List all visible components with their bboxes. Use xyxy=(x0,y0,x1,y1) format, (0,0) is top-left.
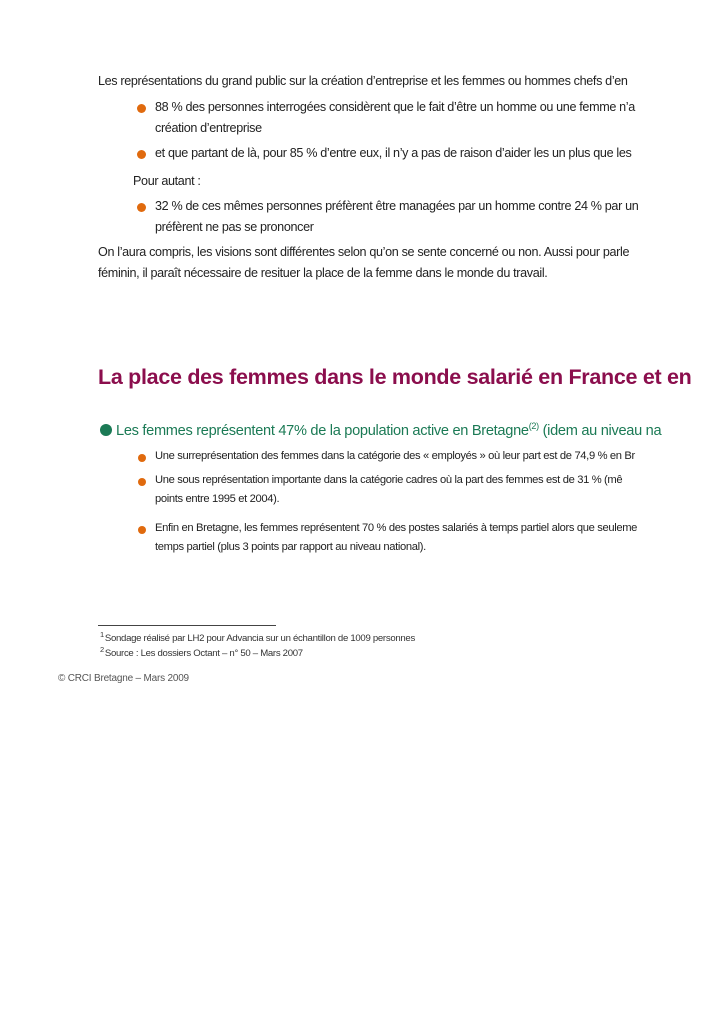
bullet-icon xyxy=(138,478,146,486)
conclusion-paragraph-continued: féminin, il paraît nécessaire de resituer la place de la femme dans le monde du travail. xyxy=(98,266,548,280)
bullet-text: 32 % de ces mêmes personnes préfèrent être managées par un homme contre 24 % par un xyxy=(155,199,639,213)
bullet-text-continued: préfèrent ne pas se prononcer xyxy=(155,220,314,234)
bullet-text-continued: création d’entreprise xyxy=(155,121,262,135)
bullet-text: et que partant de là, pour 85 % d’entre eux, il n’y a pas de raison d’aider les un plus que les xyxy=(155,146,632,160)
footnote-2 xyxy=(100,645,303,659)
bullet-icon xyxy=(137,104,146,113)
bullet-icon xyxy=(137,150,146,159)
bullet-icon xyxy=(138,454,146,462)
footnote-divider xyxy=(98,625,276,626)
conclusion-paragraph: On l’aura compris, les visions sont différentes selon qu’on se sente concerné ou non. Aussi pour parle xyxy=(98,245,630,259)
footnote-text: Source : Les dossiers Octant – n° 50 – Mars 2007 xyxy=(104,648,303,660)
key-point xyxy=(116,421,661,439)
footnote-1 xyxy=(100,630,415,644)
pour-autant-label: Pour autant : xyxy=(133,174,201,188)
footnote-number: 1 xyxy=(100,630,104,639)
green-bullet-icon xyxy=(100,424,112,436)
key-point-text-after: (idem au niveau na xyxy=(538,422,662,439)
sub-bullet-text-continued: temps partiel (plus 3 points par rapport au niveau national). xyxy=(155,541,426,553)
footnote-text: Sondage réalisé par LH2 pour Advancia sur un échantillon de 1009 personnes xyxy=(104,633,415,645)
section-heading: La place des femmes dans le monde salarié en France et en xyxy=(98,365,692,389)
sub-bullet-text: Une sous représentation importante dans la catégorie cadres où la part des femmes est de 31 % (mê xyxy=(155,474,623,486)
bullet-icon xyxy=(138,526,146,534)
sub-bullet-text-continued: points entre 1995 et 2004). xyxy=(155,493,280,505)
bullet-icon xyxy=(137,203,146,212)
sub-bullet-text: Une surreprésentation des femmes dans la catégorie des « employés » où leur part est de 74,9 % en Br xyxy=(155,450,635,462)
sub-bullet-text: Enfin en Bretagne, les femmes représentent 70 % des postes salariés à temps partiel alors que seuleme xyxy=(155,522,638,534)
copyright: © CRCI Bretagne – Mars 2009 xyxy=(58,673,189,684)
intro-paragraph: Les représentations du grand public sur la création d’entreprise et les femmes ou hommes chefs d’en xyxy=(98,74,628,88)
key-point-text: Les femmes représentent 47% de la population active en Bretagne xyxy=(116,422,529,439)
footnote-ref: (2) xyxy=(528,421,539,431)
bullet-text: 88 % des personnes interrogées considèrent que le fait d’être un homme ou une femme n’a xyxy=(155,100,635,114)
footnote-number: 2 xyxy=(100,645,104,654)
